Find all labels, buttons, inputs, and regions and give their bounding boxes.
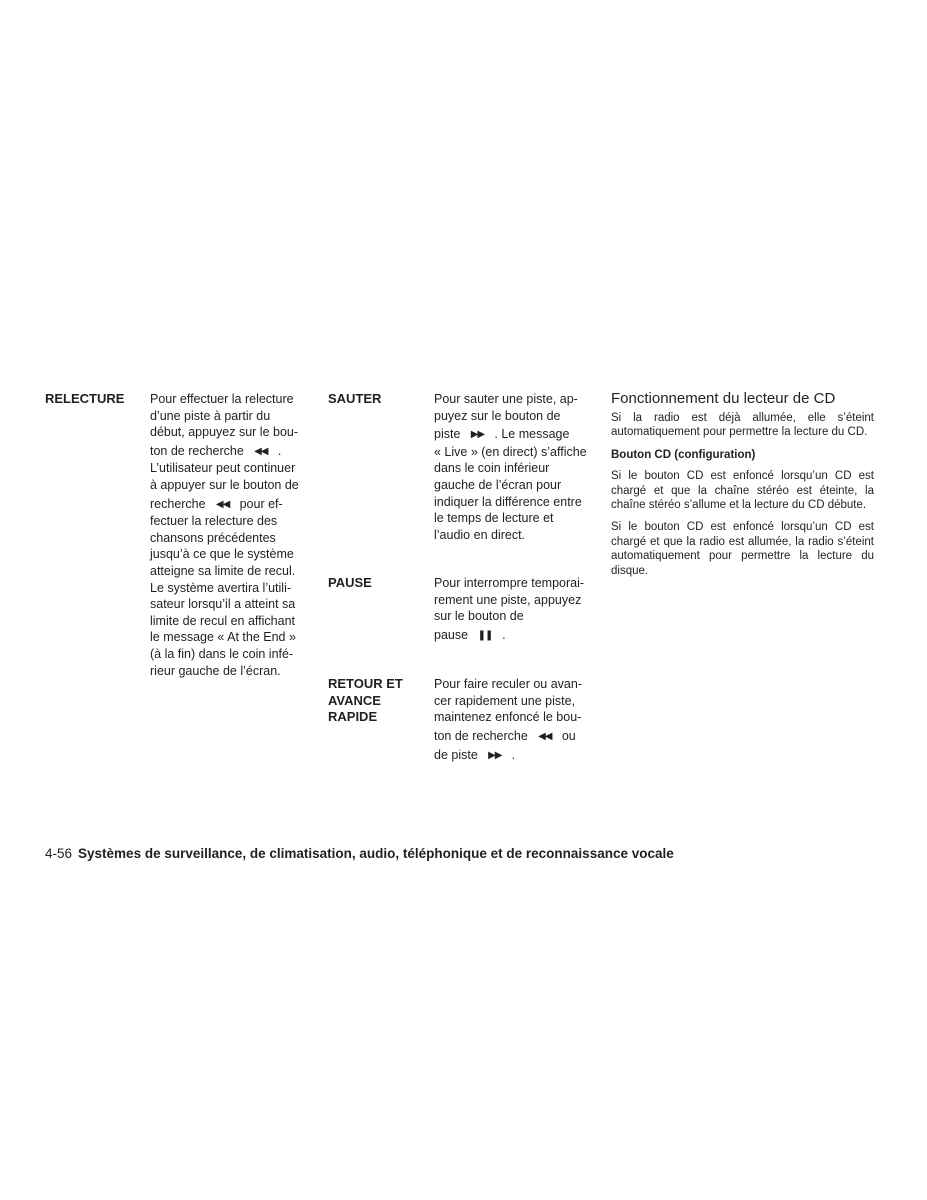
text-line: rieur gauche de l’écran. <box>150 663 281 678</box>
text-line: Pour interrompre temporai- <box>434 576 585 590</box>
term-line: AVANCE <box>328 692 381 708</box>
text-line: atteigne sa limite de recul. <box>150 563 296 578</box>
text-segment: ton de recherche <box>434 728 528 743</box>
text-line: (à la fin) dans le coin infé- <box>150 646 294 661</box>
pause-icon: ❚❚ <box>477 629 493 641</box>
text-line: maintenez enfoncé le bou- <box>434 710 582 725</box>
seek-forward-icon: ▶▶ <box>488 750 502 762</box>
cd-paragraph-2: Si le bouton CD est enfoncé lorsqu’un CD est chargé et que la radio est allumée, la radio s’éteint automatiquement pour permettre la lecture du disque. <box>611 521 874 577</box>
text-line <box>434 627 584 645</box>
text-line: sur le bouton de <box>434 609 524 624</box>
text-line: puyez sur le bouton de <box>434 408 561 423</box>
text-line: gauche de l’écran pour <box>434 477 562 492</box>
text-line: chansons précédentes <box>150 530 276 545</box>
text-line: l’audio en direct. <box>434 527 526 542</box>
text-line <box>434 426 587 444</box>
seek-back-icon: ◀◀ <box>215 498 230 510</box>
text-line <box>434 747 582 765</box>
text-segment: . <box>502 627 506 642</box>
text-line: Le système avertira l’utili- <box>150 580 292 595</box>
term-sauter: SAUTER <box>328 391 382 406</box>
text-line: à appuyer sur le bouton de <box>150 477 299 492</box>
chapter-title: Systèmes de surveillance, de climatisation, audio, téléphonique et de reconnaissance vocale <box>78 846 674 861</box>
text-segment: ton de recherche <box>150 443 244 458</box>
text-segment: piste <box>434 427 461 442</box>
page-number: 4-56 <box>45 846 73 861</box>
text-segment: pour ef- <box>239 496 283 511</box>
text-line: L’utilisateur peut continuer <box>150 461 296 476</box>
section-title: Fonctionnement du lecteur de CD <box>611 390 836 407</box>
text-line: rement une piste, appuyez <box>434 592 582 607</box>
text-line: indiquer la différence entre <box>434 494 582 509</box>
page-footer <box>45 846 674 861</box>
text-segment: . <box>277 443 282 458</box>
cd-button-subtitle: Bouton CD (configuration) <box>611 448 756 461</box>
text-line: Pour effectuer la relecture <box>150 392 294 406</box>
text-segment: . Le message <box>494 427 570 442</box>
term-pause: PAUSE <box>328 575 372 590</box>
text-line: « Live » (en direct) s’affiche <box>434 444 587 459</box>
text-line <box>150 496 299 514</box>
text-line: jusqu’à ce que le système <box>150 547 294 562</box>
seek-forward-icon: ▶▶ <box>470 429 485 441</box>
text-line: le temps de lecture et <box>434 511 554 526</box>
text-segment: ou <box>561 728 576 743</box>
seek-back-icon: ◀◀ <box>254 445 268 457</box>
text-line <box>434 728 582 746</box>
cd-paragraph-1: Si le bouton CD est enfoncé lorsqu’un CD est chargé et que la chaîne stéréo est éteinte, la chaîne stéréo s’allume et la lecture du CD débute. <box>611 470 874 512</box>
text-segment: pause <box>434 627 469 642</box>
text-line: cer rapidement une piste, <box>434 693 576 708</box>
text-line <box>150 443 299 461</box>
text-line: début, appuyez sur le bou- <box>150 425 299 440</box>
pause-description <box>434 575 584 644</box>
retour-description <box>434 676 582 765</box>
term-line: RAPIDE <box>328 709 378 724</box>
text-line: sateur lorsqu’il a atteint sa <box>150 597 296 612</box>
term-line: RETOUR ET <box>328 676 403 691</box>
text-line: le message « At the End » <box>150 630 296 645</box>
cd-section <box>611 390 874 586</box>
text-line: dans le coin inférieur <box>434 461 550 476</box>
text-line: limite de recul en affichant <box>150 613 295 628</box>
term-relecture: RELECTURE <box>45 391 125 406</box>
text-segment: recherche <box>150 496 206 511</box>
text-line: d’une piste à partir du <box>150 408 271 423</box>
text-line: Pour faire reculer ou avan- <box>434 677 582 691</box>
text-line: Pour sauter une piste, ap- <box>434 392 578 406</box>
cd-intro-paragraph: Si la radio est déjà allumée, elle s’éteint automatiquement pour permettre la lecture du CD. <box>611 412 874 439</box>
text-segment: de piste <box>434 748 478 763</box>
relecture-description <box>150 391 299 679</box>
text-line: fectuer la relecture des <box>150 514 278 529</box>
term-retour-avance-rapide <box>328 676 403 726</box>
sauter-description <box>434 391 587 543</box>
text-segment: . <box>511 748 516 763</box>
seek-back-icon: ◀◀ <box>538 730 552 742</box>
